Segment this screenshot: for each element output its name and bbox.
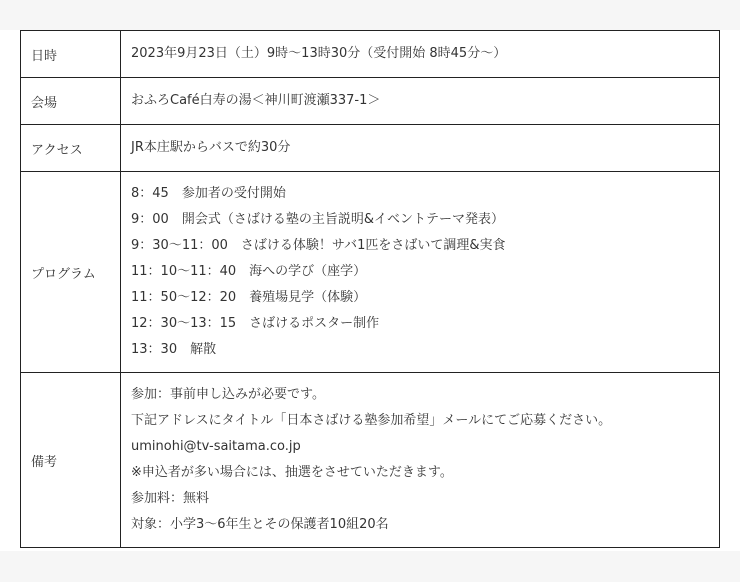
row-label-datetime: 日時 (21, 31, 121, 78)
event-info-table (20, 30, 720, 548)
program-item: 9：00 開会式（さばける塾の主旨説明&イベントテーマ発表） (131, 212, 504, 227)
note-line: 参加料：無料 (131, 491, 210, 506)
note-line: 下記アドレスにタイトル「日本さばける塾参加希望」メールにてご応募ください。 (131, 413, 612, 428)
program-item: 13：30 解散 (131, 342, 217, 357)
program-item: 9：30〜11：00 さばける体験！サバ1匹をさばいて調理&実食 (131, 238, 506, 253)
value-line: 2023年9月23日（土）9時〜13時30分（受付開始 8時45分〜） (131, 46, 507, 61)
table-row-datetime (21, 31, 720, 78)
value-line: JR本庄駅からバスで約30分 (131, 140, 291, 155)
value-line: おふろCafé白寿の湯＜神川町渡瀬337-1＞ (131, 93, 381, 108)
row-label-venue: 会場 (21, 78, 121, 125)
row-label-notes: 備考 (21, 373, 121, 548)
table-row-notes (21, 373, 720, 548)
table-row-program (21, 172, 720, 373)
program-item: 11：10〜11：40 海への学び（座学） (131, 264, 367, 279)
row-value-program (121, 172, 720, 373)
note-line: ※申込者が多い場合には、抽選をさせていただきます。 (131, 465, 453, 480)
contact-email: uminohi@tv-saitama.co.jp (131, 439, 301, 454)
program-item: 8：45 参加者の受付開始 (131, 186, 286, 201)
row-label-program: プログラム (21, 172, 121, 373)
program-item: 11：50〜12：20 養殖場見学（体験） (131, 290, 367, 305)
table-row-venue (21, 78, 720, 125)
row-label-access: アクセス (21, 125, 121, 172)
note-line: 対象：小学3〜6年生とその保護者10組20名 (131, 517, 389, 532)
program-item: 12：30〜13：15 さばけるポスター制作 (131, 316, 380, 331)
row-value-access (121, 125, 720, 172)
table-row-access (21, 125, 720, 172)
row-value-datetime (121, 31, 720, 78)
row-value-venue (121, 78, 720, 125)
row-value-notes (121, 373, 720, 548)
note-line: 参加：事前申し込みが必要です。 (131, 387, 325, 402)
